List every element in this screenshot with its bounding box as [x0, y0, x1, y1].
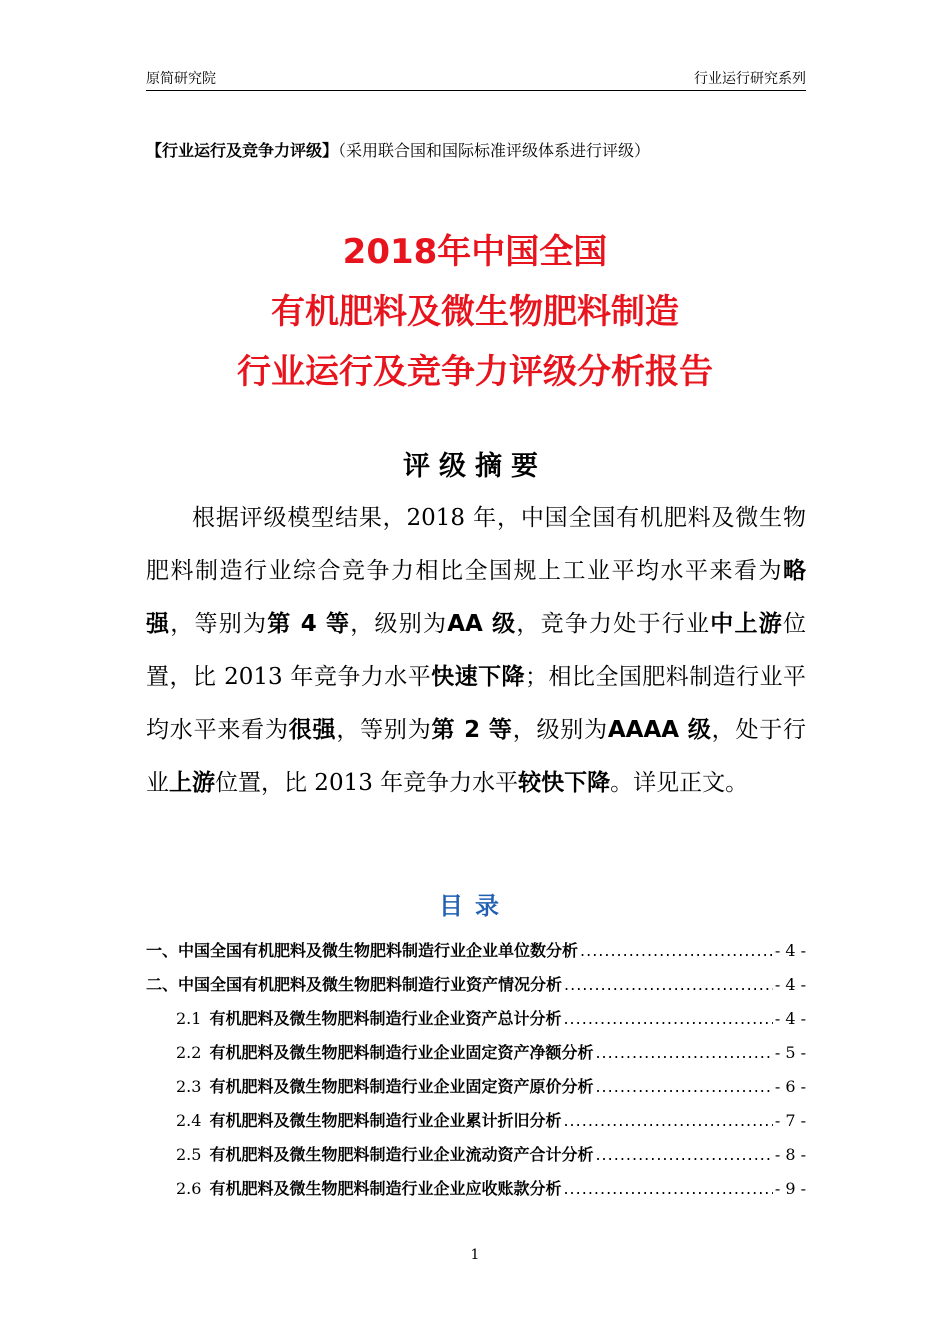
toc-leader-dots — [563, 1108, 772, 1134]
toc-entry-page: - 8 - — [774, 1145, 806, 1164]
header-series: 行业运行研究系列 — [694, 71, 806, 87]
toc-entry-number: 2.6 — [176, 1179, 202, 1198]
toc-entry-page: - 4 - — [774, 1009, 806, 1028]
toc-entry[interactable] — [146, 1176, 806, 1210]
toc-heading: 目录 — [439, 892, 511, 920]
summary-text: ，级别为 — [350, 611, 448, 637]
toc-entry[interactable] — [146, 938, 806, 972]
report-title-line-2: 有机肥料及微生物肥料制造 — [271, 292, 679, 332]
summary-text: 。详见正文。 — [610, 770, 749, 796]
toc-entry-number: 2.2 — [176, 1043, 202, 1062]
toc-entry-page: - 5 - — [774, 1043, 806, 1062]
toc-entry[interactable] — [146, 1142, 806, 1176]
toc-entry-number: 2.5 — [176, 1145, 202, 1164]
toc-leader-dots — [595, 1074, 772, 1100]
toc-entry-text: 有机肥料及微生物肥料制造行业企业固定资产原价分析 — [209, 1077, 594, 1096]
table-of-contents — [146, 938, 806, 1210]
summary-emphasis: 第 2 等 — [431, 717, 513, 743]
toc-entry[interactable] — [146, 1108, 806, 1142]
summary-emphasis: 较快下降 — [518, 770, 611, 796]
summary-paragraph — [146, 492, 806, 810]
summary-text: ；相比全国肥料制造行业平均水平来看为 — [146, 664, 807, 743]
summary-text: ，等别为 — [170, 611, 268, 637]
toc-entry-text: 一、中国全国有机肥料及微生物肥料制造行业企业单位数分析 — [146, 941, 579, 960]
summary-text: ，等别为 — [336, 717, 432, 743]
toc-entry-page: - 4 - — [774, 975, 806, 994]
toc-entry[interactable] — [146, 1074, 806, 1108]
rating-line — [146, 138, 650, 161]
summary-emphasis: 略强 — [146, 558, 806, 637]
header-institute: 原简研究院 — [146, 71, 216, 87]
summary-text: 位置，比 2013 年竞争力水平 — [215, 770, 519, 796]
toc-leader-dots — [580, 938, 773, 964]
toc-entry[interactable] — [146, 1006, 806, 1040]
toc-entry-page: - 6 - — [774, 1077, 806, 1096]
toc-entry-page: - 7 - — [774, 1111, 806, 1130]
toc-leader-dots — [563, 1006, 772, 1032]
rating-note: （采用联合国和国际标准评级体系进行评级） — [338, 141, 651, 160]
summary-emphasis: 上游 — [169, 770, 215, 796]
toc-entry-number: 2.3 — [176, 1077, 202, 1096]
report-title-line-1: 2018年中国全国 — [342, 232, 608, 272]
toc-leader-dots — [595, 1142, 772, 1168]
summary-text: 根据评级模型结果，2018 年，中国全国有机肥料及微生物肥料制造行业综合竞争力相比全国规上工业平均水平来看为 — [146, 505, 806, 584]
summary-emphasis: 中上游 — [710, 611, 784, 637]
summary-emphasis: 很强 — [288, 717, 337, 743]
summary-emphasis: AA 级 — [447, 611, 517, 637]
report-title-line-3: 行业运行及竞争力评级分析报告 — [237, 352, 713, 392]
page-number: 1 — [470, 1247, 480, 1263]
toc-entry-number: 2.4 — [176, 1111, 202, 1130]
summary-emphasis: 快速下降 — [431, 664, 525, 690]
toc-entry-page: - 4 - — [774, 941, 806, 960]
toc-entry-text: 有机肥料及微生物肥料制造行业企业固定资产净额分析 — [209, 1043, 594, 1062]
toc-entry-text: 二、中国全国有机肥料及微生物肥料制造行业资产情况分析 — [146, 975, 563, 994]
toc-entry-number: 2.1 — [176, 1009, 202, 1028]
page-header — [146, 66, 806, 91]
toc-entry-text: 有机肥料及微生物肥料制造行业企业累计折旧分析 — [209, 1111, 562, 1130]
summary-emphasis: AAAA 级 — [607, 717, 712, 743]
toc-entry-page: - 9 - — [774, 1179, 806, 1198]
summary-emphasis: 第 4 等 — [267, 611, 351, 637]
toc-entry-text: 有机肥料及微生物肥料制造行业企业资产总计分析 — [209, 1009, 562, 1028]
toc-entry[interactable] — [146, 1040, 806, 1074]
toc-leader-dots — [595, 1040, 772, 1066]
toc-leader-dots — [563, 1176, 772, 1202]
summary-text: ，竞争力处于行业 — [516, 611, 711, 637]
summary-text: 位置，比 2013 年竞争力水平 — [146, 611, 807, 690]
summary-text: ，处于行业 — [146, 717, 807, 796]
summary-heading: 评级摘要 — [403, 451, 547, 482]
rating-bracket: 【行业运行及竞争力评级】 — [146, 141, 339, 160]
toc-entry-text: 有机肥料及微生物肥料制造行业企业流动资产合计分析 — [209, 1145, 594, 1164]
toc-leader-dots — [564, 972, 773, 998]
summary-text: ，级别为 — [512, 717, 608, 743]
toc-entry[interactable] — [146, 972, 806, 1006]
toc-entry-text: 有机肥料及微生物肥料制造行业企业应收账款分析 — [209, 1179, 562, 1198]
